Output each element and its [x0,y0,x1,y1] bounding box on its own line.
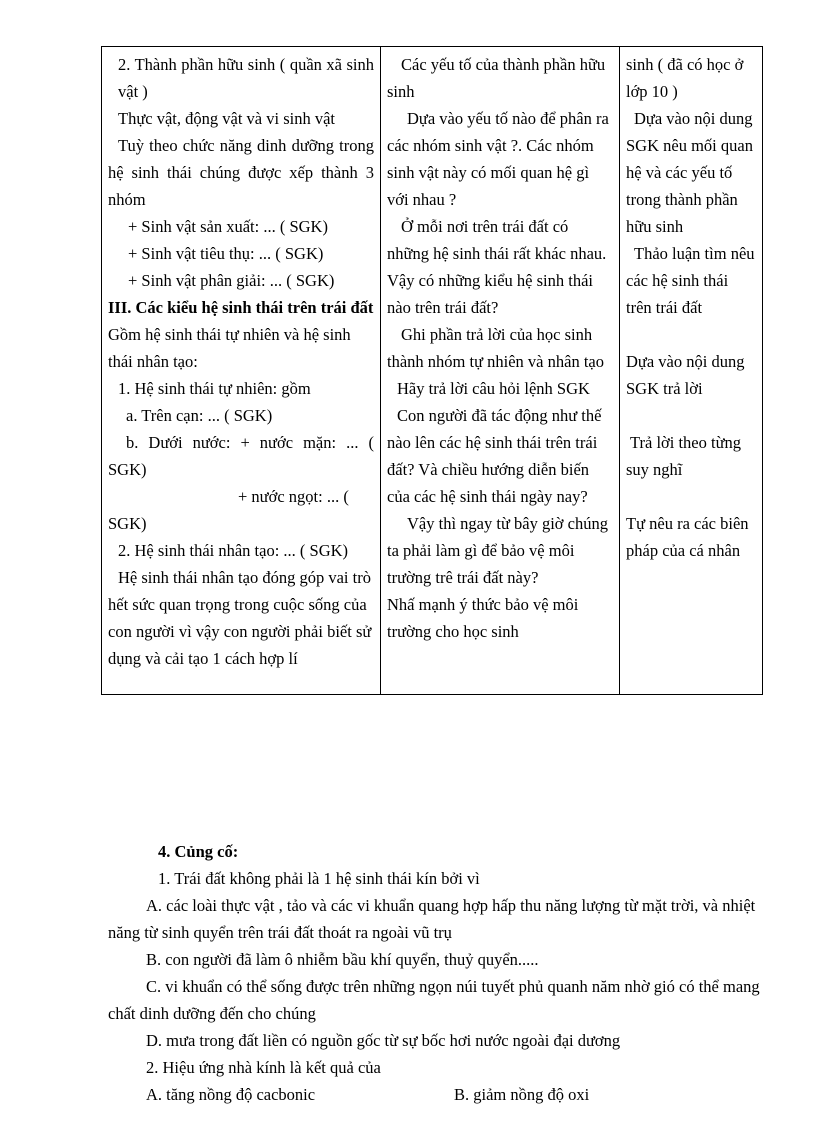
paragraph: Dựa vào yếu tố nào để phân ra các nhóm sinh vật ?. Các nhóm sinh vật này có mối quan hệ gì với nhau ? [387,109,609,209]
question-1: 1. Trái đất không phải là 1 hệ sinh thái kín bởi vì [158,869,480,888]
list-item: 2. Hệ sinh thái nhân tạo: ... ( SGK) [118,541,349,560]
section-heading: 2. Thành phần hữu sinh ( quần xã sinh vật ) [118,55,374,101]
list-item: + Sinh vật sản xuất: ... ( SGK) [128,217,328,236]
answer-option: D. mưa trong đất liền có nguồn gốc từ sự bốc hơi nước ngoài đại dương [146,1031,621,1050]
paragraph: Nhấ mạnh ý thức bảo vệ môi trường cho học sinh [387,595,579,641]
spacer [626,321,756,348]
paragraph: Thực vật, động vật và vi sinh vật [118,109,335,128]
table-row [102,47,763,695]
student-activity-column [620,47,763,695]
answer-option: B. giảm nồng độ oxi [454,1085,590,1104]
paragraph: Dựa vào nội dung SGK trả lời [626,352,745,398]
paragraph: Dựa vào nội dung SGK nêu mối quan hệ và các yếu tố trong thành phần hữu sinh [626,109,753,236]
list-item: a. Trên cạn: ... ( SGK) [126,406,273,425]
section-heading: III. Các kiểu hệ sinh thái trên trái đất [108,298,374,317]
paragraph: Các yếu tố của thành phần hữu sinh [387,55,606,101]
spacer [626,483,756,510]
paragraph: Gồm hệ sinh thái tự nhiên và hệ sinh thái nhân tạo: [108,325,351,371]
teacher-activity-column [381,47,620,695]
answer-option: A. các loài thực vật , tảo và các vi khuẩn quang hợp hấp thu năng lượng từ mặt trời, và nhiệt năng từ sinh quyển trên trái đất thoát ra ngoài vũ trụ [108,896,756,942]
answer-options-row [108,1081,760,1108]
paragraph: Hệ sinh thái nhân tạo đóng góp vai trò hết sức quan trọng trong cuộc sống của con người vì vậy con người phải biết sử dụng và cải tạo 1 cách hợp lí [108,568,372,668]
paragraph: Hãy trả lời câu hỏi lệnh SGK [397,379,590,398]
lesson-table [101,46,763,695]
paragraph: Tự nêu ra các biên pháp của cá nhân [626,514,749,560]
question-2: 2. Hiệu ứng nhà kính là kết quả của [146,1058,381,1077]
paragraph: sinh ( đã có học ở lớp 10 ) [626,55,744,101]
consolidation-heading: 4. Củng cố: [158,842,239,861]
paragraph: Ở mỗi nơi trên trái đất có những hệ sinh thái rất khác nhau. Vậy có những kiểu hệ sinh thái nào trên trái đất? [387,217,607,317]
paragraph: Tuỳ theo chức năng dinh dưỡng trong hệ sinh thái chúng được xếp thành 3 nhóm [108,136,374,209]
answer-option: B. con người đã làm ô nhiễm bầu khí quyển, thuỷ quyển..... [146,950,539,969]
paragraph: Con người đã tác động như thế nào lên các hệ sinh thái trên trái đất? Và chiều hướng diễn biến của các hệ sinh thái ngày nay? [387,406,602,506]
spacer [626,402,756,429]
answer-option: A. tăng nồng độ cacbonic [146,1085,316,1104]
content-column [102,47,381,695]
paragraph: Ghi phần trả lời của học sinh thành nhóm tự nhiên và nhân tạo [387,325,604,371]
list-item: + Sinh vật tiêu thụ: ... ( SGK) [128,244,324,263]
list-item: + nước ngọt: ... ( SGK) [108,487,349,533]
paragraph: Vậy thì ngay từ bây giờ chúng ta phải làm gì để bảo vệ môi trường trê trái đất này? [387,514,608,587]
list-item: + Sinh vật phân giải: ... ( SGK) [128,271,335,290]
answer-option: C. vi khuẩn có thể sống được trên những ngọn núi tuyết phủ quanh năm nhờ gió có thể mang chất dinh dưỡng đến cho chúng [108,977,760,1023]
paragraph: Trả lời theo từng suy nghĩ [626,433,742,479]
list-item: 1. Hệ sinh thái tự nhiên: gồm [118,379,311,398]
list-item: b. Dưới nước: + nước mặn: ... ( SGK) [108,433,374,479]
consolidation-section [108,838,760,1108]
paragraph: Thảo luận tìm nêu các hệ sinh thái trên trái đất [626,244,755,317]
